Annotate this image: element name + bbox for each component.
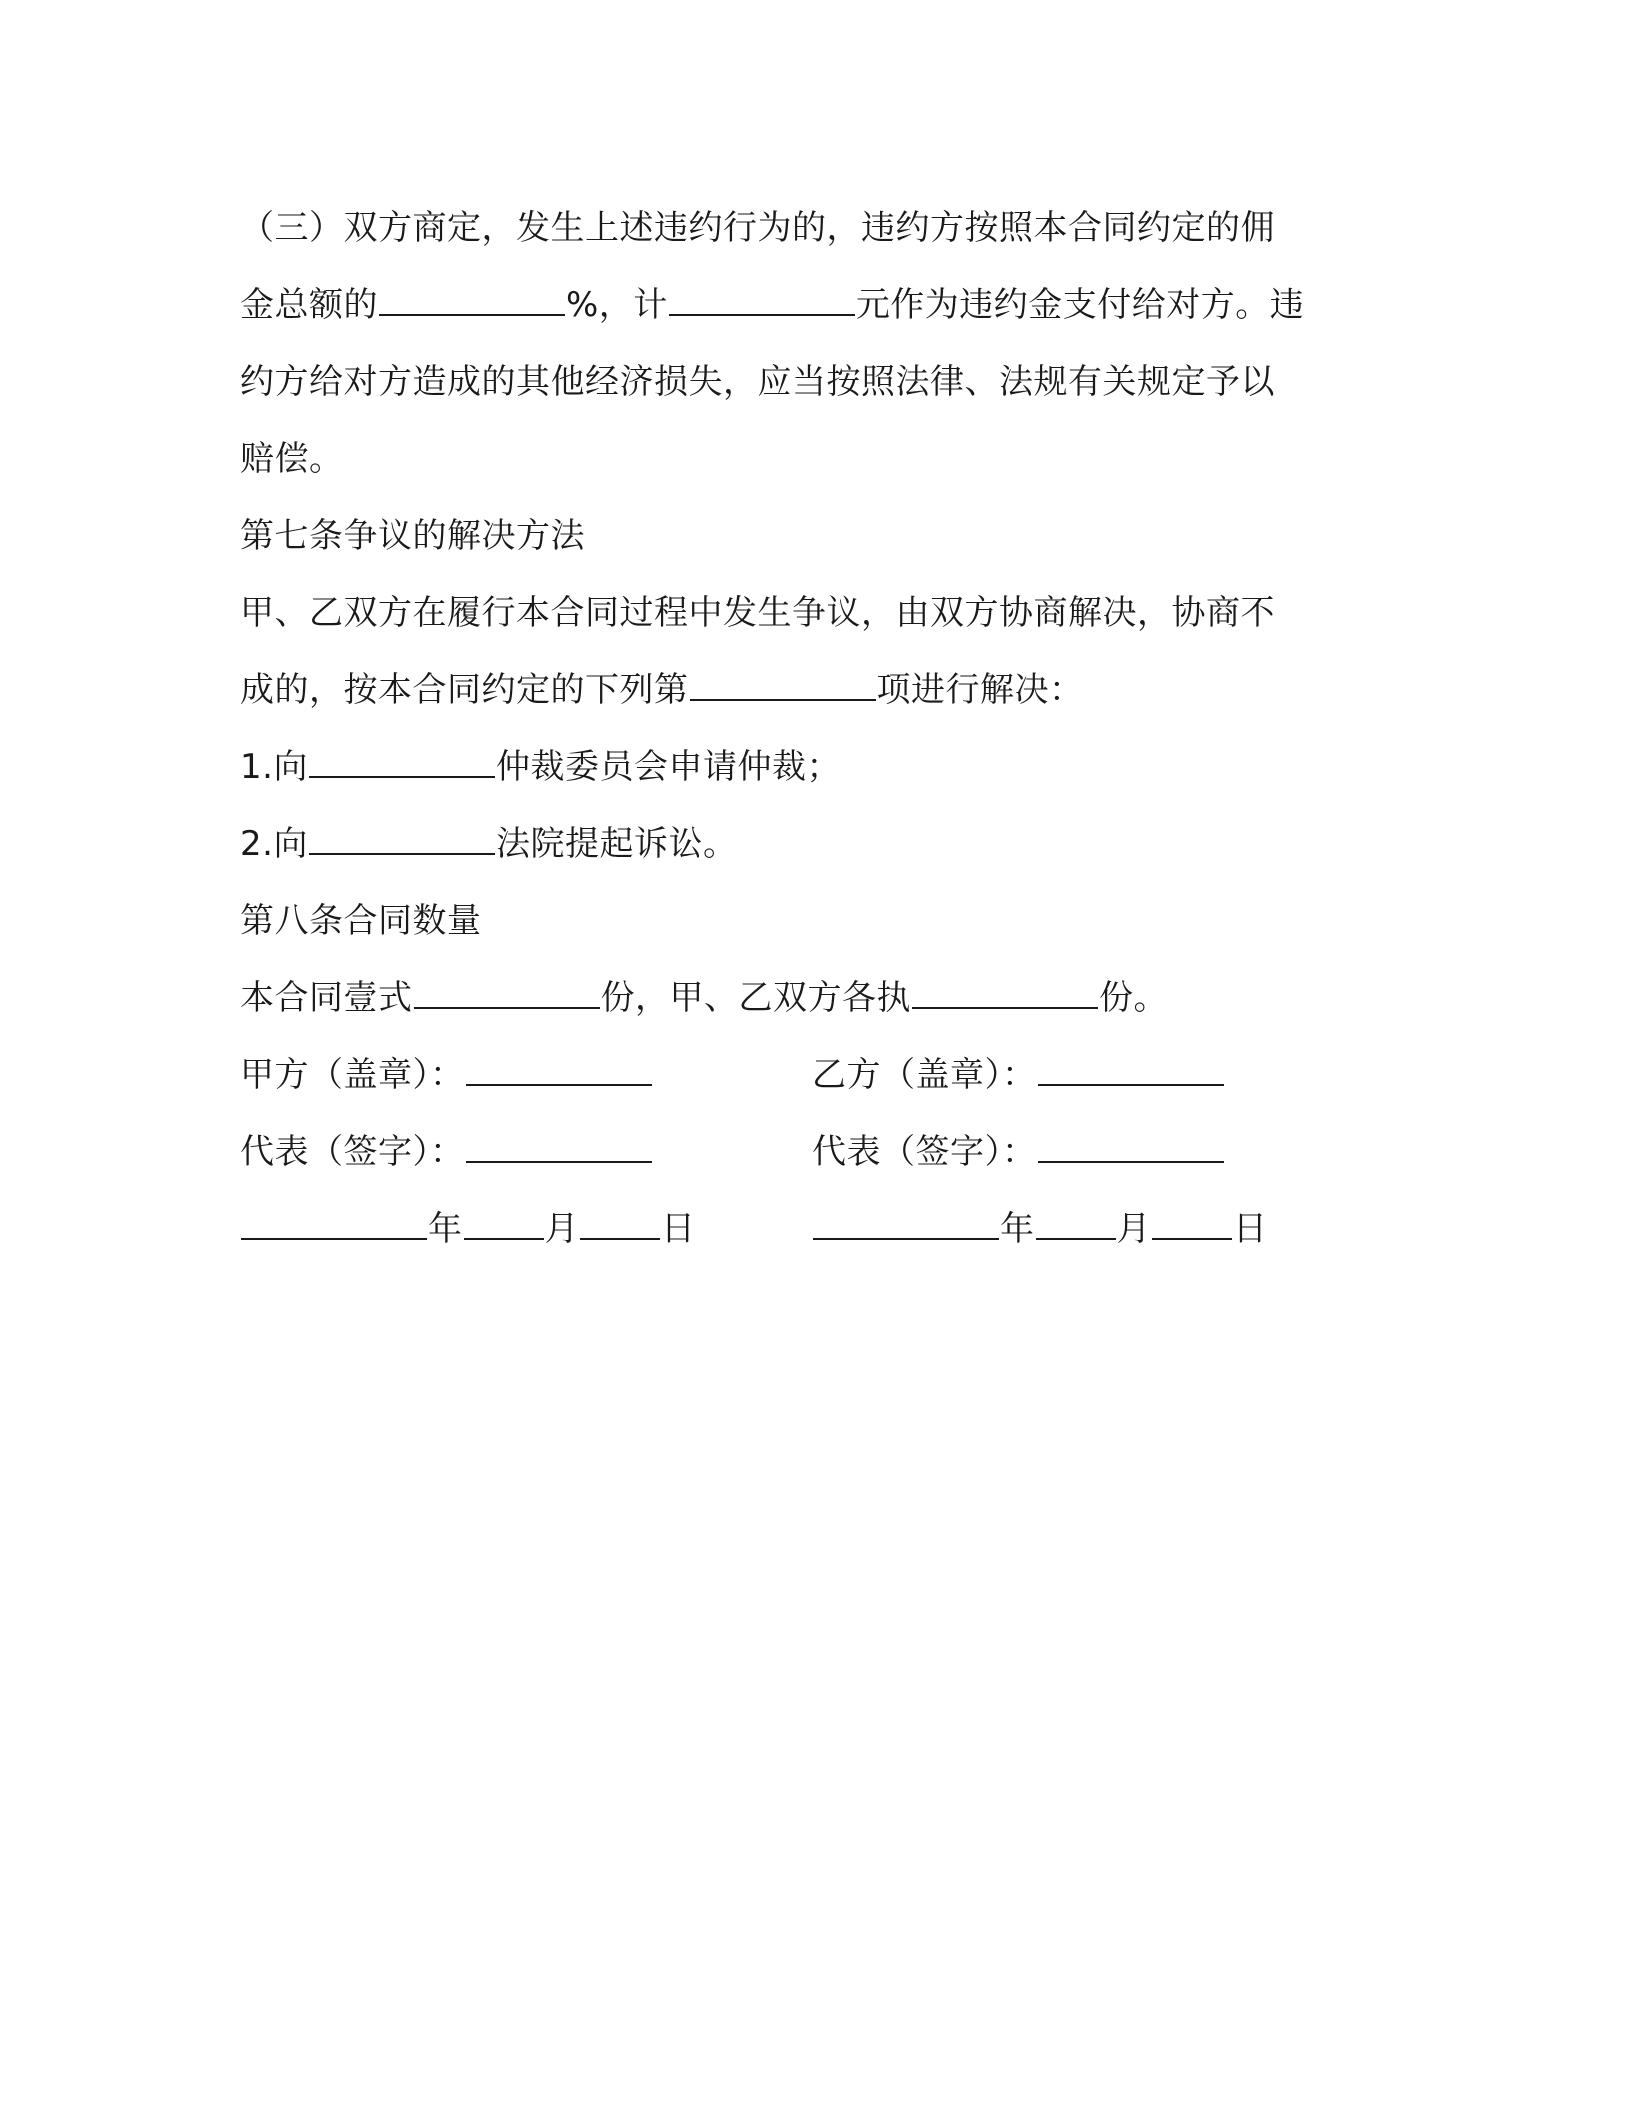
party-a-month-label: 月 bbox=[544, 1209, 579, 1249]
document-body bbox=[240, 190, 1360, 1268]
party-a-seal-label: 甲方（盖章）： bbox=[240, 1055, 465, 1095]
party-a-year-blank[interactable] bbox=[241, 1204, 427, 1240]
article-8-line bbox=[240, 960, 1360, 1037]
article-7-line-2 bbox=[240, 652, 1360, 729]
party-a-day-blank[interactable] bbox=[580, 1204, 660, 1240]
penalty-text-3: 约方给对方造成的其他经济损失，应当按照法律、法规有关规定予以 bbox=[240, 362, 1275, 402]
copies-each-blank[interactable] bbox=[912, 973, 1098, 1009]
article-7-line-1 bbox=[240, 575, 1360, 652]
representative-row bbox=[240, 1114, 1360, 1191]
party-b-seal bbox=[812, 1037, 1225, 1114]
party-a-seal bbox=[240, 1037, 653, 1114]
article-7-text-2a: 成的，按本合同约定的下列第 bbox=[240, 670, 689, 710]
option-2-text: 法院提起诉讼。 bbox=[495, 824, 738, 864]
article-7-option-1 bbox=[240, 729, 1360, 806]
court-blank[interactable] bbox=[309, 819, 495, 855]
penalty-line-2 bbox=[240, 267, 1360, 344]
article-8-heading bbox=[240, 883, 1360, 960]
penalty-text-4: 赔偿。 bbox=[240, 439, 344, 479]
amount-blank[interactable] bbox=[669, 280, 855, 316]
resolution-option-blank[interactable] bbox=[690, 665, 876, 701]
date-row bbox=[240, 1191, 1360, 1268]
percentage-blank[interactable] bbox=[379, 280, 565, 316]
party-b-rep-blank[interactable] bbox=[1038, 1127, 1224, 1163]
option-2-prefix: 2.向 bbox=[240, 824, 308, 864]
party-b-day-label: 日 bbox=[1233, 1209, 1268, 1249]
party-b-year-blank[interactable] bbox=[813, 1204, 999, 1240]
penalty-line-3 bbox=[240, 344, 1360, 421]
seal-row bbox=[240, 1037, 1360, 1114]
copies-total-blank[interactable] bbox=[414, 973, 600, 1009]
party-b-date bbox=[812, 1191, 1268, 1268]
party-b-month-label: 月 bbox=[1116, 1209, 1151, 1249]
article-8-title: 第八条合同数量 bbox=[240, 901, 482, 941]
article-7-text-1: 甲、乙双方在履行本合同过程中发生争议，由双方协商解决，协商不 bbox=[240, 593, 1275, 633]
article-8-text-c: 份。 bbox=[1099, 978, 1168, 1018]
penalty-text-2a: 金总额的 bbox=[240, 285, 378, 325]
option-1-text: 仲裁委员会申请仲裁； bbox=[495, 747, 841, 787]
article-8-text-b: 份，甲、乙双方各执 bbox=[600, 978, 911, 1018]
penalty-line-1 bbox=[240, 190, 1360, 267]
penalty-text-2c: 元作为违约金支付给对方。违 bbox=[855, 285, 1305, 325]
option-1-prefix: 1.向 bbox=[240, 747, 308, 787]
party-a-rep-label: 代表（签字）： bbox=[240, 1132, 465, 1172]
party-b-seal-label: 乙方（盖章）： bbox=[812, 1055, 1037, 1095]
penalty-line-4 bbox=[240, 421, 1360, 498]
arbitration-committee-blank[interactable] bbox=[309, 742, 495, 778]
party-a-month-blank[interactable] bbox=[464, 1204, 544, 1240]
party-a-representative bbox=[240, 1114, 653, 1191]
party-a-seal-blank[interactable] bbox=[466, 1050, 652, 1086]
party-b-seal-blank[interactable] bbox=[1038, 1050, 1224, 1086]
party-a-rep-blank[interactable] bbox=[466, 1127, 652, 1163]
party-a-day-label: 日 bbox=[661, 1209, 696, 1249]
article-7-text-2b: 项进行解决： bbox=[876, 670, 1084, 710]
party-b-representative bbox=[812, 1114, 1225, 1191]
party-a-date bbox=[240, 1191, 696, 1268]
party-b-rep-label: 代表（签字）： bbox=[812, 1132, 1037, 1172]
party-b-year-label: 年 bbox=[1000, 1209, 1035, 1249]
penalty-text-2b: %，计 bbox=[566, 285, 668, 325]
party-b-month-blank[interactable] bbox=[1036, 1204, 1116, 1240]
party-a-year-label: 年 bbox=[428, 1209, 463, 1249]
penalty-text-1: （三）双方商定，发生上述违约行为的，违约方按照本合同约定的佣 bbox=[240, 208, 1275, 248]
article-8-text-a: 本合同壹式 bbox=[240, 978, 413, 1018]
article-7-option-2 bbox=[240, 806, 1360, 883]
article-7-title: 第七条争议的解决方法 bbox=[240, 516, 585, 556]
article-7-heading bbox=[240, 498, 1360, 575]
party-b-day-blank[interactable] bbox=[1152, 1204, 1232, 1240]
